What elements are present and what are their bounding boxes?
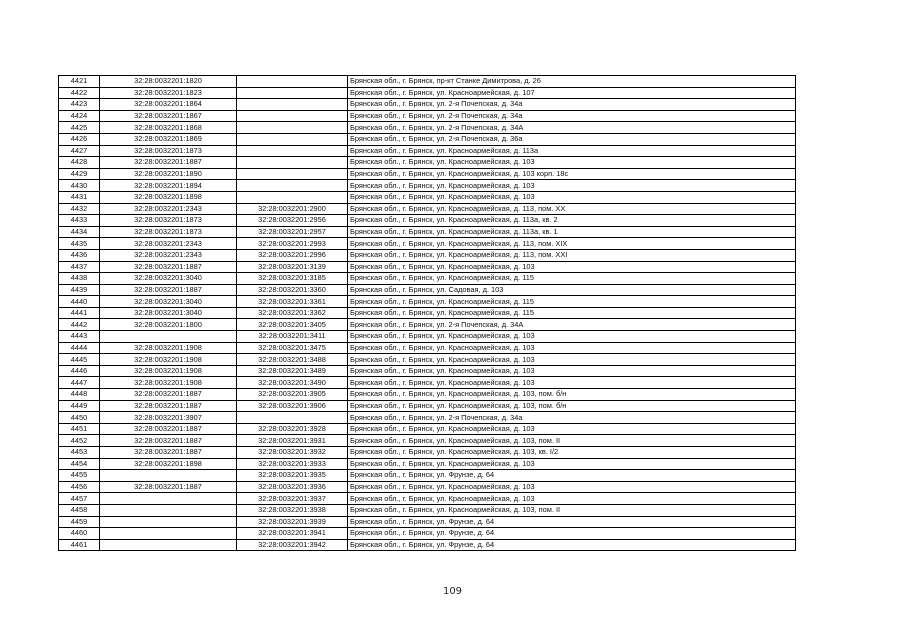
object-number-cell: 32:28:0032201:3405: [237, 319, 348, 331]
cadastral-number-cell: 32:28:0032201:1873: [100, 226, 237, 238]
table-row: [59, 273, 796, 285]
address-cell: Брянская обл., г. Брянск, ул. Красноармейская, д. 115: [348, 296, 796, 308]
row-number-cell: 4458: [59, 504, 100, 516]
object-number-cell: 32:28:0032201:2956: [237, 215, 348, 227]
row-number-cell: 4435: [59, 238, 100, 250]
object-number-cell: 32:28:0032201:3906: [237, 400, 348, 412]
cadastral-number-cell: 32:28:0032201:1867: [100, 110, 237, 122]
row-number-cell: 4446: [59, 365, 100, 377]
table-row: [59, 342, 796, 354]
row-number-cell: 4455: [59, 470, 100, 482]
address-cell: Брянская обл., г. Брянск, ул. Красноармейская, д. 113а: [348, 145, 796, 157]
table-row: [59, 539, 796, 551]
table-row: [59, 110, 796, 122]
row-number-cell: 4438: [59, 273, 100, 285]
row-number-cell: 4454: [59, 458, 100, 470]
cadastral-number-cell: 32:28:0032201:1887: [100, 389, 237, 401]
table-row: [59, 458, 796, 470]
address-cell: Брянская обл., г. Брянск, ул. 2-я Почепская, д. 36а: [348, 133, 796, 145]
table-row: [59, 99, 796, 111]
object-number-cell: 32:28:0032201:3935: [237, 470, 348, 482]
cadastral-number-cell: 32:28:0032201:1800: [100, 319, 237, 331]
cadastral-number-cell: [100, 331, 237, 343]
address-cell: Брянская обл., г. Брянск, ул. 2-я Почепская, д. 34а: [348, 99, 796, 111]
object-number-cell: 32:28:0032201:3489: [237, 365, 348, 377]
cadastral-number-cell: 32:28:0032201:1868: [100, 122, 237, 134]
row-number-cell: 4452: [59, 435, 100, 447]
address-cell: Брянская обл., г. Брянск, ул. 2-я Почепская, д. 34А: [348, 122, 796, 134]
object-number-cell: 32:28:0032201:3905: [237, 389, 348, 401]
object-number-cell: 32:28:0032201:3361: [237, 296, 348, 308]
cadastral-number-cell: 32:28:0032201:1898: [100, 458, 237, 470]
address-cell: Брянская обл., г. Брянск, ул. Красноармейская, д. 113, пом. XXI: [348, 249, 796, 261]
object-number-cell: 32:28:0032201:3185: [237, 273, 348, 285]
address-cell: Брянская обл., г. Брянск, ул. Красноармейская, д. 103: [348, 493, 796, 505]
cadastral-number-cell: [100, 504, 237, 516]
object-number-cell: 32:28:0032201:3362: [237, 307, 348, 319]
object-number-cell: [237, 412, 348, 424]
object-number-cell: [237, 122, 348, 134]
address-cell: Брянская обл., г. Брянск, ул. Красноармейская, д. 113а, кв. 1: [348, 226, 796, 238]
address-cell: Брянская обл., г. Брянск, ул. 2-я Почепская, д. 34а: [348, 110, 796, 122]
cadastral-number-cell: 32:28:0032201:1908: [100, 377, 237, 389]
row-number-cell: 4439: [59, 284, 100, 296]
cadastral-number-cell: 32:28:0032201:1873: [100, 145, 237, 157]
address-cell: Брянская обл., г. Брянск, ул. 2-я Почепская, д. 34а: [348, 412, 796, 424]
row-number-cell: 4461: [59, 539, 100, 551]
object-number-cell: [237, 110, 348, 122]
address-cell: Брянская обл., г. Брянск, ул. Красноармейская, д. 115: [348, 307, 796, 319]
table-row: [59, 296, 796, 308]
address-cell: Брянская обл., г. Брянск, ул. Красноармейская, д. 103: [348, 377, 796, 389]
row-number-cell: 4450: [59, 412, 100, 424]
object-number-cell: [237, 157, 348, 169]
address-cell: Брянская обл., г. Брянск, ул. Красноармейская, д. 115: [348, 273, 796, 285]
cadastral-number-cell: 32:28:0032201:1890: [100, 168, 237, 180]
address-cell: Брянская обл., г. Брянск, ул. Красноармейская, д. 113, пом. XIX: [348, 238, 796, 250]
table-row: [59, 377, 796, 389]
object-number-cell: 32:28:0032201:2957: [237, 226, 348, 238]
row-number-cell: 4442: [59, 319, 100, 331]
address-cell: Брянская обл., г. Брянск, ул. Красноармейская, д. 103, кв. I/2: [348, 447, 796, 459]
cadastral-number-cell: [100, 516, 237, 528]
row-number-cell: 4429: [59, 168, 100, 180]
table-row: [59, 423, 796, 435]
table-row: [59, 157, 796, 169]
table-row: [59, 203, 796, 215]
table-row: [59, 354, 796, 366]
row-number-cell: 4422: [59, 87, 100, 99]
object-number-cell: 32:28:0032201:3938: [237, 504, 348, 516]
address-cell: Брянская обл., г. Брянск, ул. Садовая, д. 103: [348, 284, 796, 296]
address-cell: Брянская обл., г. Брянск, ул. Красноармейская, д. 103, пом. II: [348, 504, 796, 516]
address-cell: Брянская обл., г. Брянск, ул. Фрунзе, д. 64: [348, 470, 796, 482]
table-row: [59, 412, 796, 424]
row-number-cell: 4459: [59, 516, 100, 528]
cadastral-number-cell: 32:28:0032201:1908: [100, 354, 237, 366]
cadastral-number-cell: 32:28:0032201:1898: [100, 191, 237, 203]
address-cell: Брянская обл., г. Брянск, ул. Красноармейская, д. 103 корп. 18с: [348, 168, 796, 180]
table-row: [59, 76, 796, 88]
object-number-cell: 32:28:0032201:2993: [237, 238, 348, 250]
row-number-cell: 4437: [59, 261, 100, 273]
table-row: [59, 435, 796, 447]
row-number-cell: 4445: [59, 354, 100, 366]
address-cell: Брянская обл., г. Брянск, ул. Красноармейская, д. 103: [348, 180, 796, 192]
object-number-cell: [237, 133, 348, 145]
cadastral-number-cell: [100, 493, 237, 505]
row-number-cell: 4441: [59, 307, 100, 319]
row-number-cell: 4425: [59, 122, 100, 134]
object-number-cell: 32:28:0032201:3937: [237, 493, 348, 505]
address-cell: Брянская обл., г. Брянск, ул. Красноармейская, д. 103: [348, 481, 796, 493]
cadastral-number-cell: 32:28:0032201:3040: [100, 273, 237, 285]
address-cell: Брянская обл., г. Брянск, ул. Красноармейская, д. 103: [348, 191, 796, 203]
row-number-cell: 4451: [59, 423, 100, 435]
object-number-cell: [237, 87, 348, 99]
row-number-cell: 4426: [59, 133, 100, 145]
table-row: [59, 319, 796, 331]
object-number-cell: [237, 76, 348, 88]
cadastral-number-cell: 32:28:0032201:1908: [100, 342, 237, 354]
address-cell: Брянская обл., г. Брянск, ул. Фрунзе, д. 64: [348, 528, 796, 540]
address-cell: Брянская обл., г. Брянск, ул. Красноармейская, д. 103: [348, 354, 796, 366]
object-number-cell: [237, 168, 348, 180]
registry-table: [58, 75, 796, 551]
row-number-cell: 4449: [59, 400, 100, 412]
cadastral-number-cell: 32:28:0032201:1887: [100, 447, 237, 459]
row-number-cell: 4433: [59, 215, 100, 227]
cadastral-number-cell: 32:28:0032201:3907: [100, 412, 237, 424]
table-row: [59, 481, 796, 493]
table-row: [59, 400, 796, 412]
table-row: [59, 389, 796, 401]
address-cell: Брянская обл., г. Брянск, ул. 2-я Почепская, д. 34А: [348, 319, 796, 331]
registry-table-body: [59, 76, 796, 551]
table-row: [59, 516, 796, 528]
table-row: [59, 133, 796, 145]
table-row: [59, 238, 796, 250]
object-number-cell: 32:28:0032201:3933: [237, 458, 348, 470]
cadastral-number-cell: 32:28:0032201:2343: [100, 249, 237, 261]
address-cell: Брянская обл., г. Брянск, ул. Красноармейская, д. 107: [348, 87, 796, 99]
object-number-cell: 32:28:0032201:3475: [237, 342, 348, 354]
address-cell: Брянская обл., г. Брянск, ул. Красноармейская, д. 103: [348, 261, 796, 273]
row-number-cell: 4457: [59, 493, 100, 505]
table-row: [59, 191, 796, 203]
object-number-cell: 32:28:0032201:3931: [237, 435, 348, 447]
table-row: [59, 307, 796, 319]
cadastral-number-cell: [100, 470, 237, 482]
cadastral-number-cell: 32:28:0032201:1887: [100, 284, 237, 296]
table-row: [59, 284, 796, 296]
cadastral-number-cell: 32:28:0032201:1887: [100, 261, 237, 273]
row-number-cell: 4440: [59, 296, 100, 308]
cadastral-number-cell: 32:28:0032201:1908: [100, 365, 237, 377]
row-number-cell: 4460: [59, 528, 100, 540]
table-row: [59, 528, 796, 540]
cadastral-number-cell: 32:28:0032201:2343: [100, 203, 237, 215]
cadastral-number-cell: 32:28:0032201:1869: [100, 133, 237, 145]
object-number-cell: 32:28:0032201:3939: [237, 516, 348, 528]
cadastral-number-cell: 32:28:0032201:1887: [100, 423, 237, 435]
row-number-cell: 4447: [59, 377, 100, 389]
address-cell: Брянская обл., г. Брянск, ул. Красноармейская, д. 103: [348, 342, 796, 354]
address-cell: Брянская обл., г. Брянск, ул. Красноармейская, д. 103, пом. б/н: [348, 389, 796, 401]
object-number-cell: 32:28:0032201:3411: [237, 331, 348, 343]
address-cell: Брянская обл., г. Брянск, ул. Красноармейская, д. 103: [348, 365, 796, 377]
row-number-cell: 4434: [59, 226, 100, 238]
address-cell: Брянская обл., г. Брянск, ул. Красноармейская, д. 103, пом. II: [348, 435, 796, 447]
cadastral-number-cell: 32:28:0032201:1887: [100, 481, 237, 493]
table-row: [59, 180, 796, 192]
address-cell: Брянская обл., г. Брянск, ул. Красноармейская, д. 113а, кв. 2: [348, 215, 796, 227]
object-number-cell: 32:28:0032201:3941: [237, 528, 348, 540]
table-row: [59, 215, 796, 227]
table-row: [59, 226, 796, 238]
object-number-cell: 32:28:0032201:3360: [237, 284, 348, 296]
address-cell: Брянская обл., г. Брянск, ул. Красноармейская, д. 103: [348, 423, 796, 435]
cadastral-number-cell: 32:28:0032201:1887: [100, 157, 237, 169]
cadastral-number-cell: [100, 528, 237, 540]
page-number: 109: [442, 586, 463, 597]
object-number-cell: [237, 180, 348, 192]
table-row: [59, 87, 796, 99]
cadastral-number-cell: 32:28:0032201:1823: [100, 87, 237, 99]
object-number-cell: 32:28:0032201:3139: [237, 261, 348, 273]
row-number-cell: 4456: [59, 481, 100, 493]
table-row: [59, 145, 796, 157]
row-number-cell: 4453: [59, 447, 100, 459]
address-cell: Брянская обл., г. Брянск, ул. Красноармейская, д. 103: [348, 157, 796, 169]
object-number-cell: 32:28:0032201:3928: [237, 423, 348, 435]
table-row: [59, 261, 796, 273]
row-number-cell: 4423: [59, 99, 100, 111]
object-number-cell: 32:28:0032201:3488: [237, 354, 348, 366]
row-number-cell: 4443: [59, 331, 100, 343]
table-row: [59, 493, 796, 505]
row-number-cell: 4432: [59, 203, 100, 215]
cadastral-number-cell: 32:28:0032201:3040: [100, 296, 237, 308]
row-number-cell: 4430: [59, 180, 100, 192]
row-number-cell: 4444: [59, 342, 100, 354]
cadastral-number-cell: 32:28:0032201:1820: [100, 76, 237, 88]
address-cell: Брянская обл., г. Брянск, ул. Красноармейская, д. 103: [348, 458, 796, 470]
cadastral-number-cell: 32:28:0032201:1873: [100, 215, 237, 227]
row-number-cell: 4421: [59, 76, 100, 88]
address-cell: Брянская обл., г. Брянск, ул. Красноармейская, д. 103, пом. б/н: [348, 400, 796, 412]
table-row: [59, 504, 796, 516]
object-number-cell: 32:28:0032201:2900: [237, 203, 348, 215]
cadastral-number-cell: 32:28:0032201:3040: [100, 307, 237, 319]
address-cell: Брянская обл., г. Брянск, ул. Красноармейская, д. 113, пом. XX: [348, 203, 796, 215]
cadastral-number-cell: [100, 539, 237, 551]
row-number-cell: 4431: [59, 191, 100, 203]
object-number-cell: [237, 191, 348, 203]
object-number-cell: 32:28:0032201:3936: [237, 481, 348, 493]
table-row: [59, 168, 796, 180]
object-number-cell: [237, 145, 348, 157]
object-number-cell: 32:28:0032201:2996: [237, 249, 348, 261]
object-number-cell: 32:28:0032201:3490: [237, 377, 348, 389]
cadastral-number-cell: 32:28:0032201:1887: [100, 400, 237, 412]
address-cell: Брянская обл., г. Брянск, пр-кт Станке Димитрова, д. 26: [348, 76, 796, 88]
table-row: [59, 470, 796, 482]
cadastral-number-cell: 32:28:0032201:1894: [100, 180, 237, 192]
object-number-cell: [237, 99, 348, 111]
cadastral-number-cell: 32:28:0032201:1887: [100, 435, 237, 447]
address-cell: Брянская обл., г. Брянск, ул. Фрунзе, д. 64: [348, 516, 796, 528]
row-number-cell: 4424: [59, 110, 100, 122]
row-number-cell: 4436: [59, 249, 100, 261]
table-row: [59, 122, 796, 134]
row-number-cell: 4448: [59, 389, 100, 401]
object-number-cell: 32:28:0032201:3932: [237, 447, 348, 459]
table-row: [59, 249, 796, 261]
table-row: [59, 365, 796, 377]
object-number-cell: 32:28:0032201:3942: [237, 539, 348, 551]
address-cell: Брянская обл., г. Брянск, ул. Красноармейская, д. 103: [348, 331, 796, 343]
table-row: [59, 447, 796, 459]
table-row: [59, 331, 796, 343]
row-number-cell: 4427: [59, 145, 100, 157]
row-number-cell: 4428: [59, 157, 100, 169]
address-cell: Брянская обл., г. Брянск, ул. Фрунзе, д. 64: [348, 539, 796, 551]
cadastral-number-cell: 32:28:0032201:1864: [100, 99, 237, 111]
cadastral-number-cell: 32:28:0032201:2343: [100, 238, 237, 250]
